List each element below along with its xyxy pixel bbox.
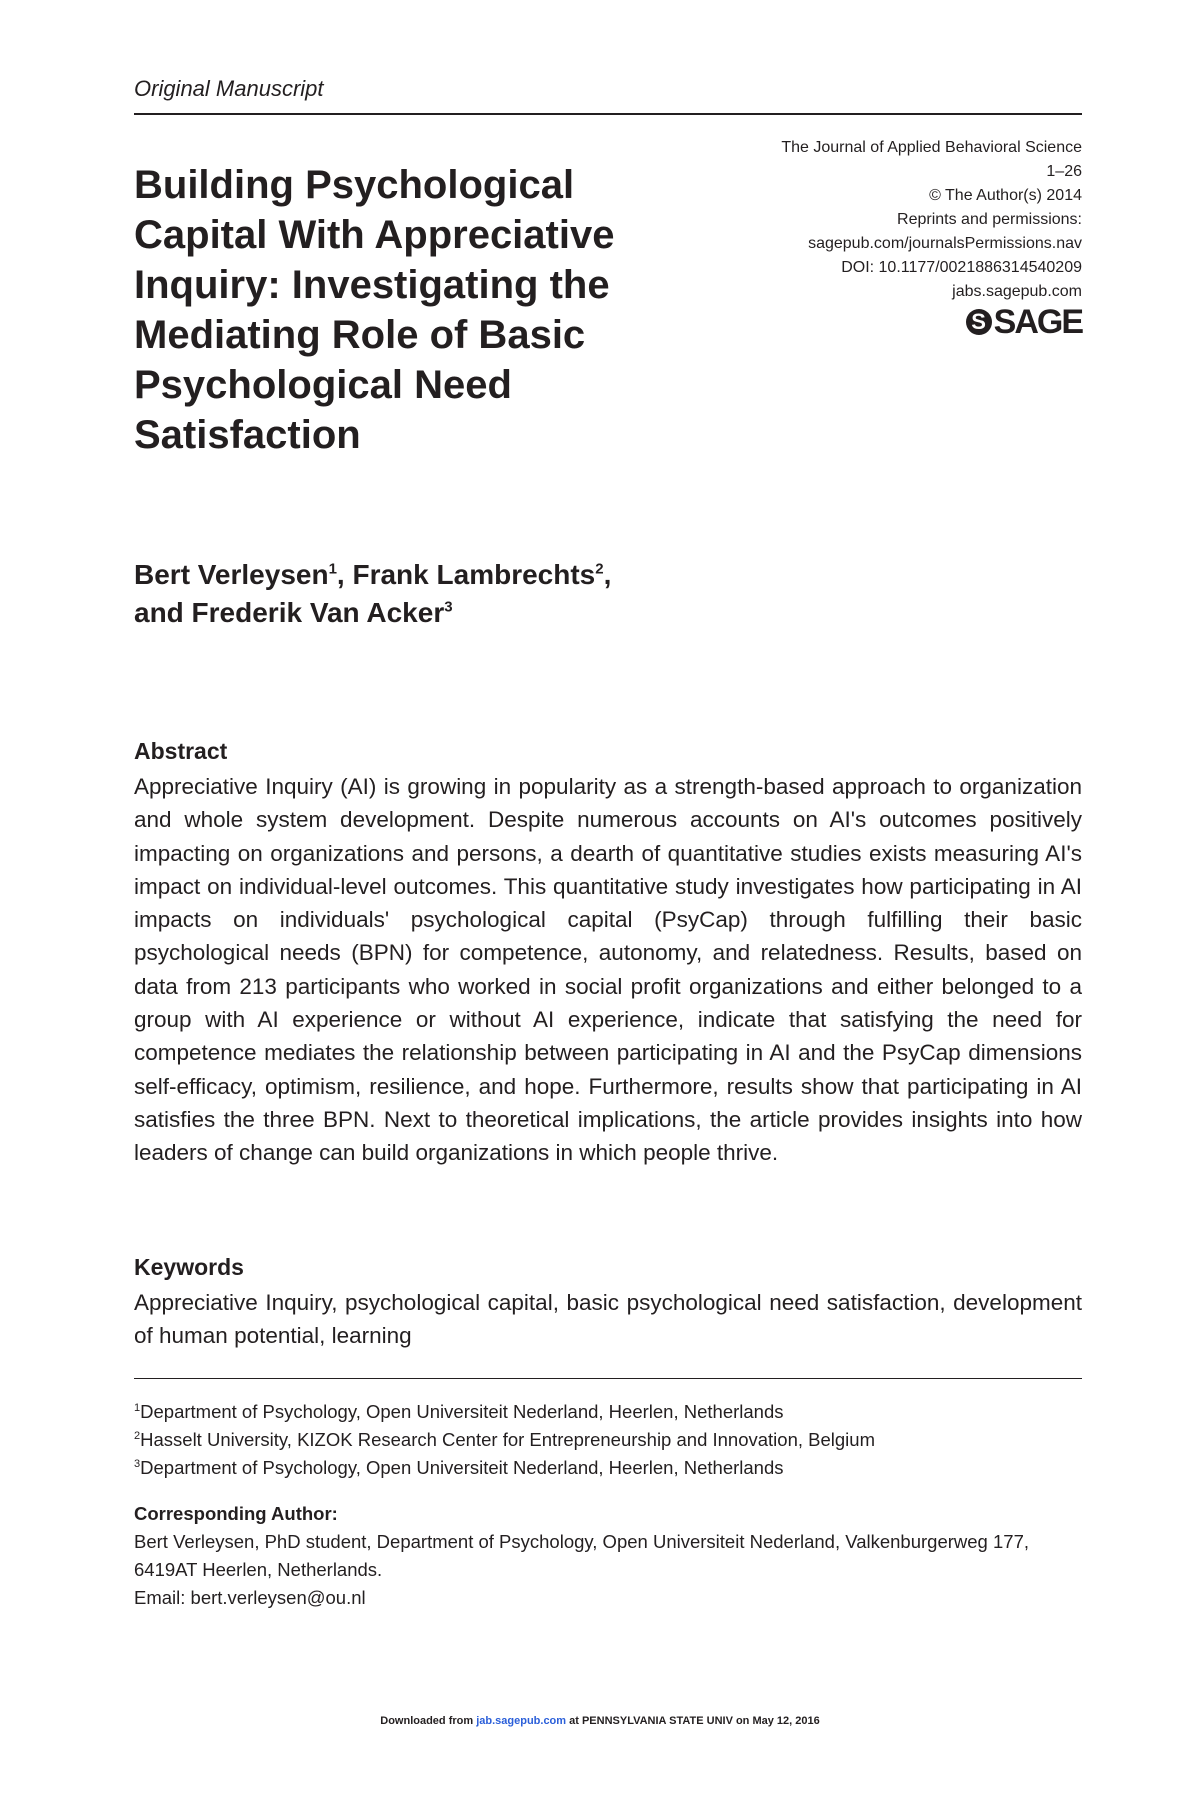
copyright-line: © The Author(s) 2014 [929,187,1082,204]
author-affiliation-marker: 2 [595,560,604,578]
corresponding-heading: Corresponding Author: [134,1503,338,1524]
author-separator: , [336,559,353,590]
manuscript-type-label: Original Manuscript [134,76,324,101]
affiliation-text: Hasselt University, KIZOK Research Center for Entrepreneurship and Innovation, Belgium [140,1429,875,1450]
download-prefix: Downloaded from [380,1715,477,1727]
reprints-line: Reprints and permissions: [897,211,1082,228]
affiliation-marker: 3 [134,1457,141,1470]
affiliation-list [134,1398,1082,1482]
affiliation-item [134,1398,1082,1426]
keywords-heading: Keywords [134,1254,244,1280]
corresponding-address: Bert Verleysen, PhD student, Department of Psychology, Open Universiteit Nederland, Valkenburgerweg 177, 6419AT Heerlen, Netherlands. [134,1531,1029,1580]
author-list [134,556,834,632]
journal-info [682,136,1082,304]
download-link[interactable]: jab.sagepub.com [476,1715,567,1727]
author-affiliation-marker: 3 [444,598,453,616]
author-name: Bert Verleysen [134,559,329,590]
page-range: 1–26 [1046,163,1082,180]
download-notice [0,1715,1200,1727]
corresponding-author [134,1500,1082,1612]
affiliation-item [134,1426,1082,1454]
author-affiliation-marker: 1 [328,560,337,578]
affiliation-text: Department of Psychology, Open Universiteit Nederland, Heerlen, Netherlands [140,1401,784,1422]
abstract-heading: Abstract [134,738,228,764]
journal-name: The Journal of Applied Behavioral Science [781,139,1082,156]
header-rule [134,113,1082,115]
download-suffix: at PENNSYLVANIA STATE UNIV on May 12, 2016 [566,1715,820,1727]
sage-logo [966,302,1082,342]
journal-site[interactable]: jabs.sagepub.com [952,283,1082,300]
affiliation-marker: 1 [134,1401,141,1414]
author-name: and Frederik Van Acker [134,597,445,628]
keywords-text: Appreciative Inquiry, psychological capital, basic psychological need satisfaction, development of human potential, learning [134,1290,1082,1349]
article-title: Building Psychological Capital With Appreciative Inquiry: Investigating the Mediating Role of Basic Psychological Need Satisfaction [134,163,615,457]
affiliation-item [134,1454,1082,1482]
sage-mark-icon: S [966,309,992,335]
permissions-url[interactable]: sagepub.com/journalsPermissions.nav [808,235,1082,252]
author-separator: , [603,559,612,590]
author-name: Frank Lambrechts [352,559,596,590]
sage-wordmark: SAGE [993,303,1082,341]
affiliation-text: Department of Psychology, Open Universiteit Nederland, Heerlen, Netherlands [140,1457,784,1478]
abstract-text: Appreciative Inquiry (AI) is growing in popularity as a strength-based approach to organization and whole system development. Despite numerous accounts on AI's outcomes positively impacting on organizations and persons, a dearth of quantitative studies exists measuring AI's impact on individual-level outcomes. This quantitative study investigates how participating in AI impacts on individuals' psychological capital (PsyCap) through fulfilling their basic psychological needs (BPN) for competence, autonomy, and relatedness. Results, based on data from 213 participants who worked in social profit organizations and either belonged to a group with AI experience or without AI experience, indicate that satisfying the need for competence mediates the relationship between participating in AI and the PsyCap dimensions self-efficacy, optimism, resilience, and hope. Furthermore, results show that participating in AI satisfies the three BPN. Next to theoretical implications, the article provides insights into how leaders of change can build organizations in which people thrive. [134,774,1082,1166]
corresponding-email[interactable]: Email: bert.verleysen@ou.nl [134,1587,366,1608]
doi-line[interactable]: DOI: 10.1177/0021886314540209 [841,259,1082,276]
affiliation-marker: 2 [134,1429,141,1442]
footnote-rule [134,1378,1082,1379]
